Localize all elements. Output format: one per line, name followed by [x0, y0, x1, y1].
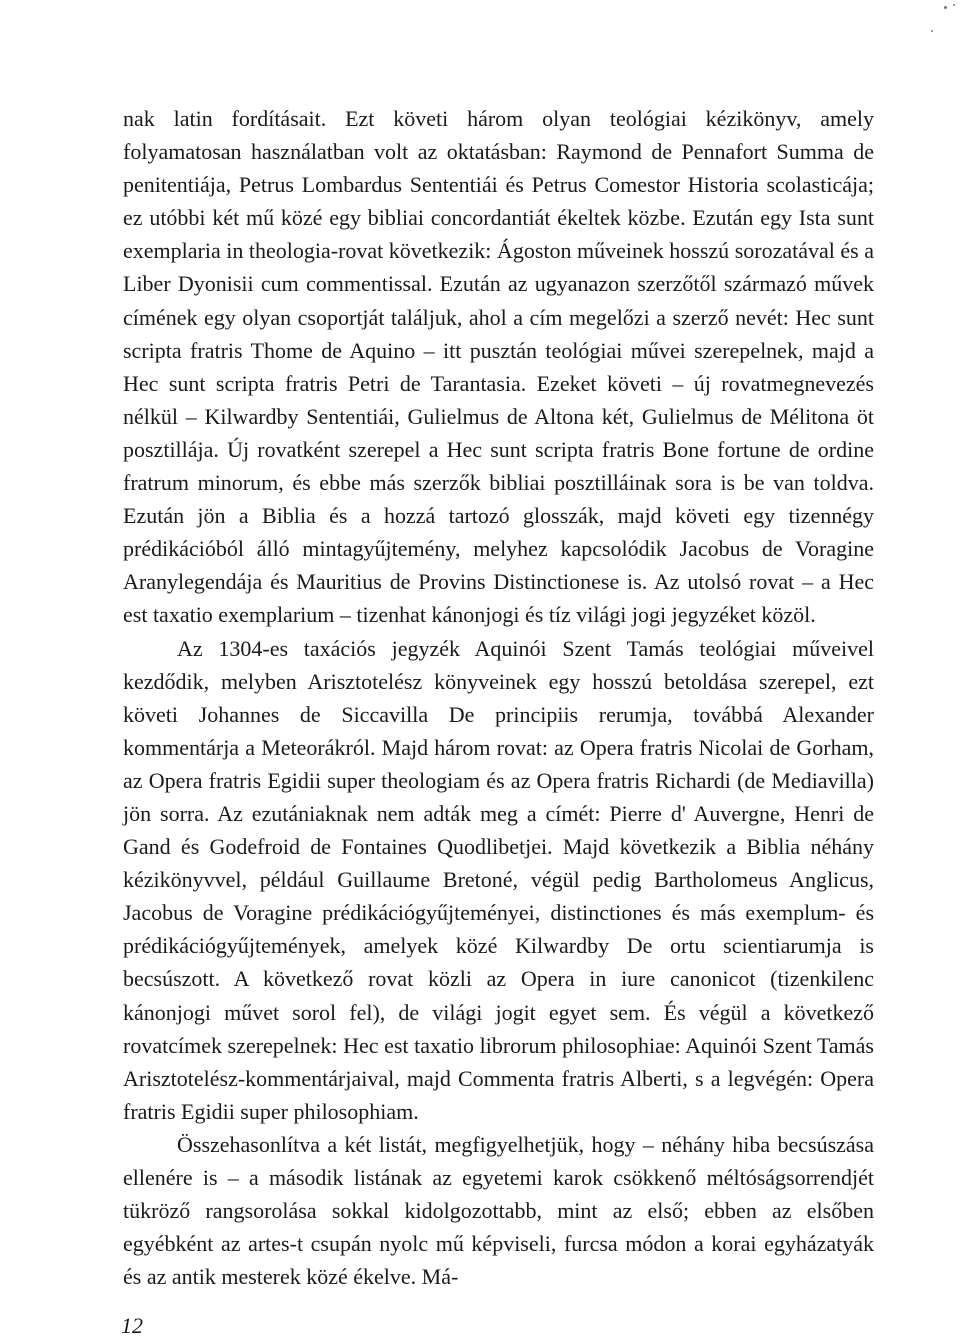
paragraph: Az 1304-es taxációs jegyzék Aquinói Szent Tamás teológiai műveivel kezdődik, melyben Arisztotelész könyveinek egy hosszú betoldása szerepel, ezt követi Johannes de Siccavilla De principiis rerumja, továbbá Alexander kommentárja a Meteorákról. Majd három rovat: az Opera fratris Nicolai de Gorham, az Opera fratris Egidii super theologiam és az Opera fratris Richardi (de Mediavilla) jön sorra. Az ezutániaknak nem adták meg a címét: Pierre d' Auvergne, Henri de Gand és Godefroid de Fontaines Quodlibetjei. Majd következik a Biblia néhány kézikönyvvel, például Guillaume Bretoné, végül pedig Bartholomeus Anglicus, Jacobus de Voragine prédikációgyűjteményei, distinctiones és más exemplum- és prédikációgyűjtemények, amelyek közé Kilwardby De ortu scientiarumja is becsúszott. A következő rovat közli az Opera in iure canonicot (tizenkilenc kánonjogi művet sorol fel), de világi jogit egyet sem. És végül a következő rovatcímek szerepelnek: Hec est taxatio librorum philosophiae: Aquinói Szent Tamás Arisztotelész-kommentárjaival, majd Commenta fratris Alberti, s a legvégén: Opera fratris Egidii super philosophiam.: [123, 635, 874, 1124]
scan-speck: [953, 4, 955, 6]
body-text: [123, 102, 874, 1293]
page-number: 12: [121, 1313, 143, 1338]
paragraph: Összehasonlítva a két listát, megfigyelhetjük, hogy – néhány hiba becsúszása ellenére is – a második listának az egyetemi karok csökkenő méltóságsorrendjét tükröző rangsorolása sokkal kidolgozottabb, mint az első; ebben az elsőben egyébként az artes-t csupán nyolc mű képviseli, furcsa módon a korai egyházatyák és az antik mesterek közé ékelve. Má-: [123, 1131, 874, 1290]
paragraph: nak latin fordításait. Ezt követi három olyan teológiai kézikönyv, amely folyamatosan használatban volt az oktatásban: Raymond de Pennafort Summa de penitentiája, Petrus Lombardus Sententiái és Petrus Comestor Historia scolasticája; ez utóbbi két mű közé egy bibliai concordantiát ékeltek közbe. Ezután egy Ista sunt exemplaria in theologia-rovat következik: Ágoston műveinek hosszú sorozatával és a Liber Dyonisii cum commentissal. Ezután az ugyanazon szerzőtől származó művek címének egy olyan csoportját találjuk, ahol a cím megelőzi a szerző nevét: Hec sunt scripta fratris Thome de Aquino – itt pusztán teológiai művei szerepelnek, majd a Hec sunt scripta fratris Petri de Tarantasia. Ezeket követi – új rovatmegnevezés nélkül – Kilwardby Sententiái, Gulielmus de Altona két, Gulielmus de Mélitona öt posztillája. Új rovatként szerepel a Hec sunt scripta fratris Bone fortune de ordine fratrum minorum, és ebbe más szerzők bibliai posztilláinak sora is be van toldva. Ezután jön a Biblia és a hozzá tartozó glosszák, majd követi egy tizennégy prédikációból álló mintagyűjtemény, melyhez kapcsolódik Jacobus de Voragine Aranylegendája és Mauritius de Provins Distinctionese is. Az utolsó rovat – a Hec est taxatio exemplarium – tizenhat kánonjogi és tíz világi jogi jegyzéket közöl.: [123, 106, 874, 628]
scan-speck: [931, 30, 933, 32]
scan-speck: [944, 6, 947, 9]
